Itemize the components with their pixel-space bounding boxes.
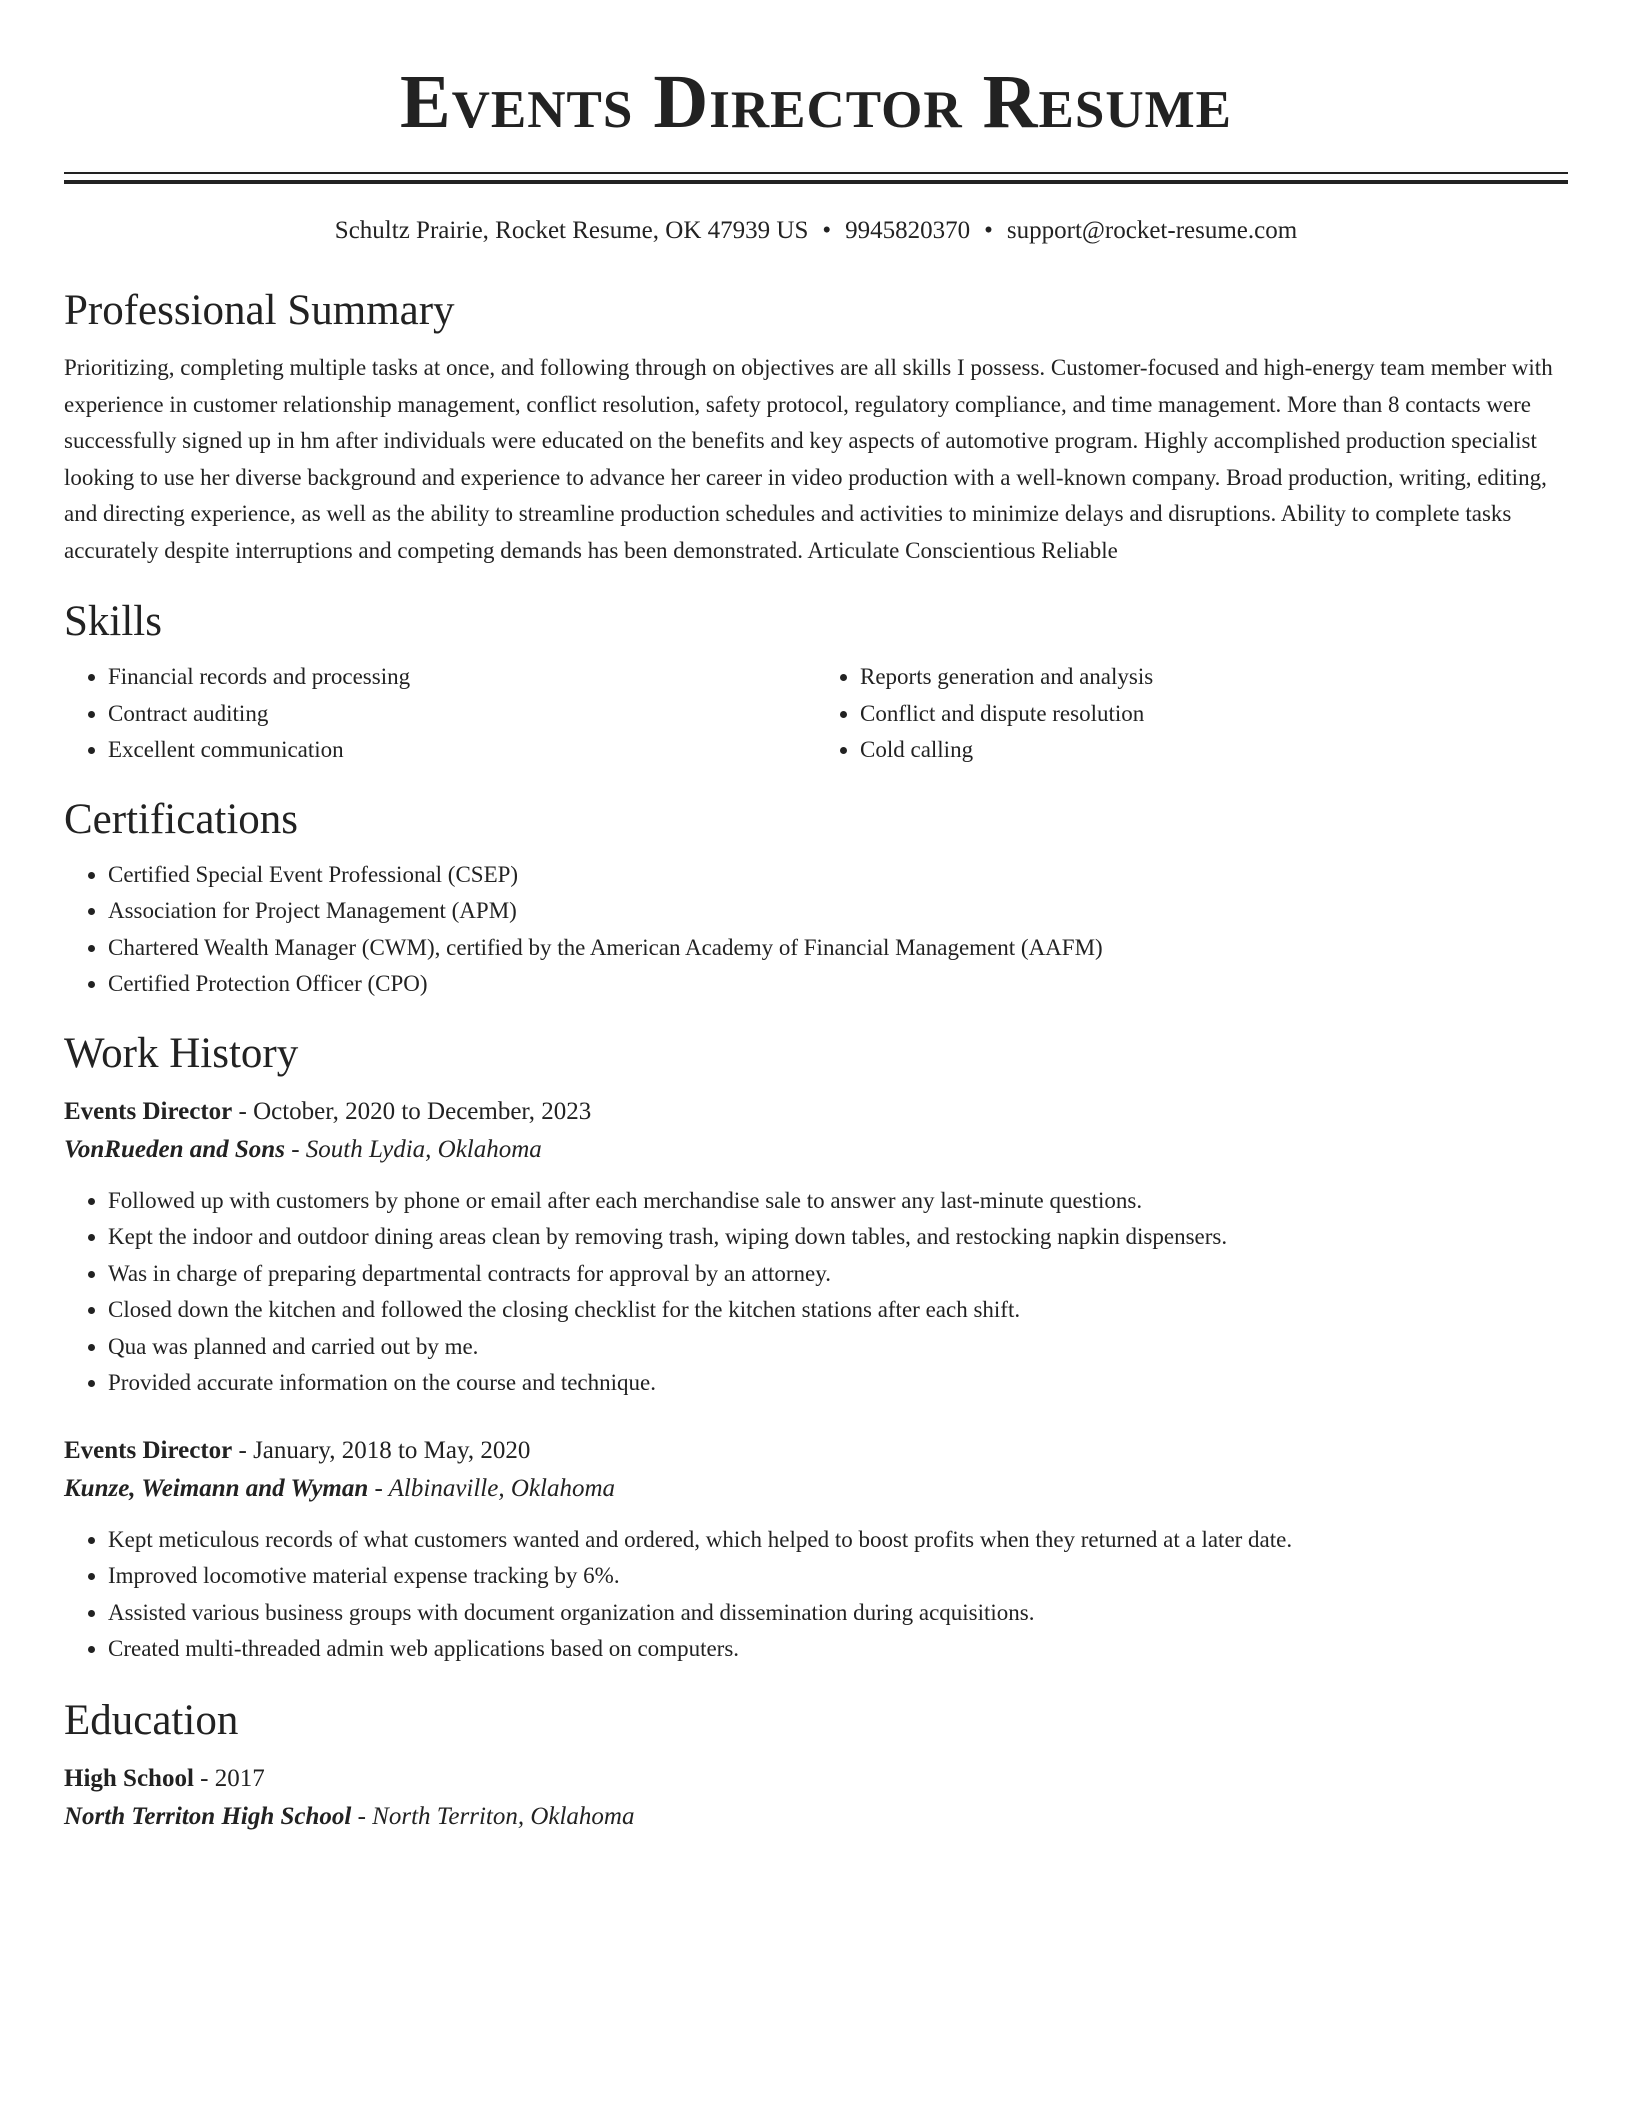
education-heading: Education xyxy=(64,1696,239,1744)
education-degree: High School xyxy=(64,1764,194,1792)
job-duty: • Provided accurate information on the course and technique. xyxy=(108,1365,1568,1402)
job-location: - South Lydia, Oklahoma xyxy=(284,1135,542,1163)
job-duties-list xyxy=(64,1522,1568,1668)
skill-item: • Excellent communication xyxy=(108,732,816,769)
job-duty: • Assisted various business groups with document organization and dissemination during acquisitions. xyxy=(108,1595,1568,1632)
skill-item: • Contract auditing xyxy=(108,696,816,733)
page-title: Events Director Resume xyxy=(399,60,1233,144)
job-company: VonRueden and Sons xyxy=(64,1135,285,1163)
summary-text: Prioritizing, completing multiple tasks at once, and following through on objectives are all skills I possess. Customer-focused and high-energy team member with experience in customer relationship management, conflict resolution, safety protocol, regulatory compliance, and time management. More than 8 contacts were successfully signed up in hm after individuals were educated on the benefits and key aspects of automotive program. Highly accomplished production specialist looking to use her diverse background and experience to advance her career in video production with a well-known company. Broad production, writing, editing, and directing experience, as well as the ability to streamline production schedules and activities to minimize delays and disruptions. Ability to complete tasks accurately despite interruptions and competing demands has been demonstrated. Articulate Conscientious Reliable xyxy=(64,355,1553,563)
education-entry xyxy=(64,1760,1568,1836)
contact-info xyxy=(64,214,1568,248)
work-history-section xyxy=(64,1027,1568,1668)
divider-thick-line xyxy=(64,180,1568,184)
job-duty: • Kept the indoor and outdoor dining areas clean by removing trash, wiping down tables, and restocking napkin dispensers. xyxy=(108,1219,1568,1256)
job-title: Events Director xyxy=(64,1097,233,1125)
skill-item: • Reports generation and analysis xyxy=(860,659,1568,696)
work-history-heading: Work History xyxy=(64,1029,299,1077)
job-duties-list xyxy=(64,1183,1568,1402)
job-dates: - January, 2018 to May, 2020 xyxy=(232,1436,531,1464)
certification-item: • Chartered Wealth Manager (CWM), certified by the American Academy of Financial Management (AAFM) xyxy=(108,930,1568,967)
education-degree-line xyxy=(64,1760,1568,1798)
job-title-line xyxy=(64,1093,1568,1131)
education-school-line xyxy=(64,1798,1568,1836)
divider-thin-line xyxy=(64,172,1568,174)
job-company-line xyxy=(64,1470,1568,1508)
job-company: Kunze, Weimann and Wyman xyxy=(64,1474,369,1502)
job-title-line xyxy=(64,1432,1568,1470)
job-entry xyxy=(64,1093,1568,1402)
job-duty: • Kept meticulous records of what customers wanted and ordered, which helped to boost profits when they returned at a later date. xyxy=(108,1522,1568,1559)
certifications-section xyxy=(64,793,1568,1003)
certifications-heading: Certifications xyxy=(64,795,299,843)
skills-heading: Skills xyxy=(64,598,162,645)
summary-section xyxy=(64,284,1568,569)
skill-item: • Financial records and processing xyxy=(108,659,816,696)
certification-item: • Certified Special Event Professional (CSEP) xyxy=(108,857,1568,894)
certifications-list xyxy=(64,857,1568,1003)
job-duty: • Created multi-threaded admin web applications based on computers. xyxy=(108,1631,1568,1668)
contact-phone: 9945820370 xyxy=(845,217,971,244)
title-divider xyxy=(64,172,1568,184)
job-company-line xyxy=(64,1131,1568,1169)
contact-address: Schultz Prairie, Rocket Resume, OK 47939 US xyxy=(334,217,809,244)
job-entry xyxy=(64,1432,1568,1668)
job-dates: - October, 2020 to December, 2023 xyxy=(232,1097,592,1125)
job-duty: • Qua was planned and carried out by me. xyxy=(108,1329,1568,1366)
skills-list-left xyxy=(64,659,816,769)
job-duty: • Was in charge of preparing departmental contracts for approval by an attorney. xyxy=(108,1256,1568,1293)
job-title: Events Director xyxy=(64,1436,233,1464)
skills-list-right xyxy=(816,659,1568,769)
skill-item: • Conflict and dispute resolution xyxy=(860,696,1568,733)
contact-separator: • xyxy=(822,217,832,244)
skills-grid xyxy=(64,659,1568,769)
skill-item: • Cold calling xyxy=(860,732,1568,769)
education-location: - North Territon, Oklahoma xyxy=(351,1802,635,1830)
contact-email: support@rocket-resume.com xyxy=(1006,217,1298,244)
job-duty: • Improved locomotive material expense tracking by 6%. xyxy=(108,1558,1568,1595)
education-year: - 2017 xyxy=(193,1764,265,1792)
job-location: - Albinaville, Oklahoma xyxy=(368,1474,615,1502)
job-duty: • Followed up with customers by phone or email after each merchandise sale to answer any last-minute questions. xyxy=(108,1183,1568,1220)
education-section xyxy=(64,1694,1568,1836)
contact-separator: • xyxy=(984,217,993,244)
skills-section xyxy=(64,595,1568,769)
job-duty: • Closed down the kitchen and followed the closing checklist for the kitchen stations after each shift. xyxy=(108,1292,1568,1329)
summary-heading: Professional Summary xyxy=(64,287,455,334)
education-school: North Territon High School xyxy=(64,1802,352,1830)
certification-item: • Association for Project Management (APM) xyxy=(108,893,1568,930)
certification-item: • Certified Protection Officer (CPO) xyxy=(108,966,1568,1003)
